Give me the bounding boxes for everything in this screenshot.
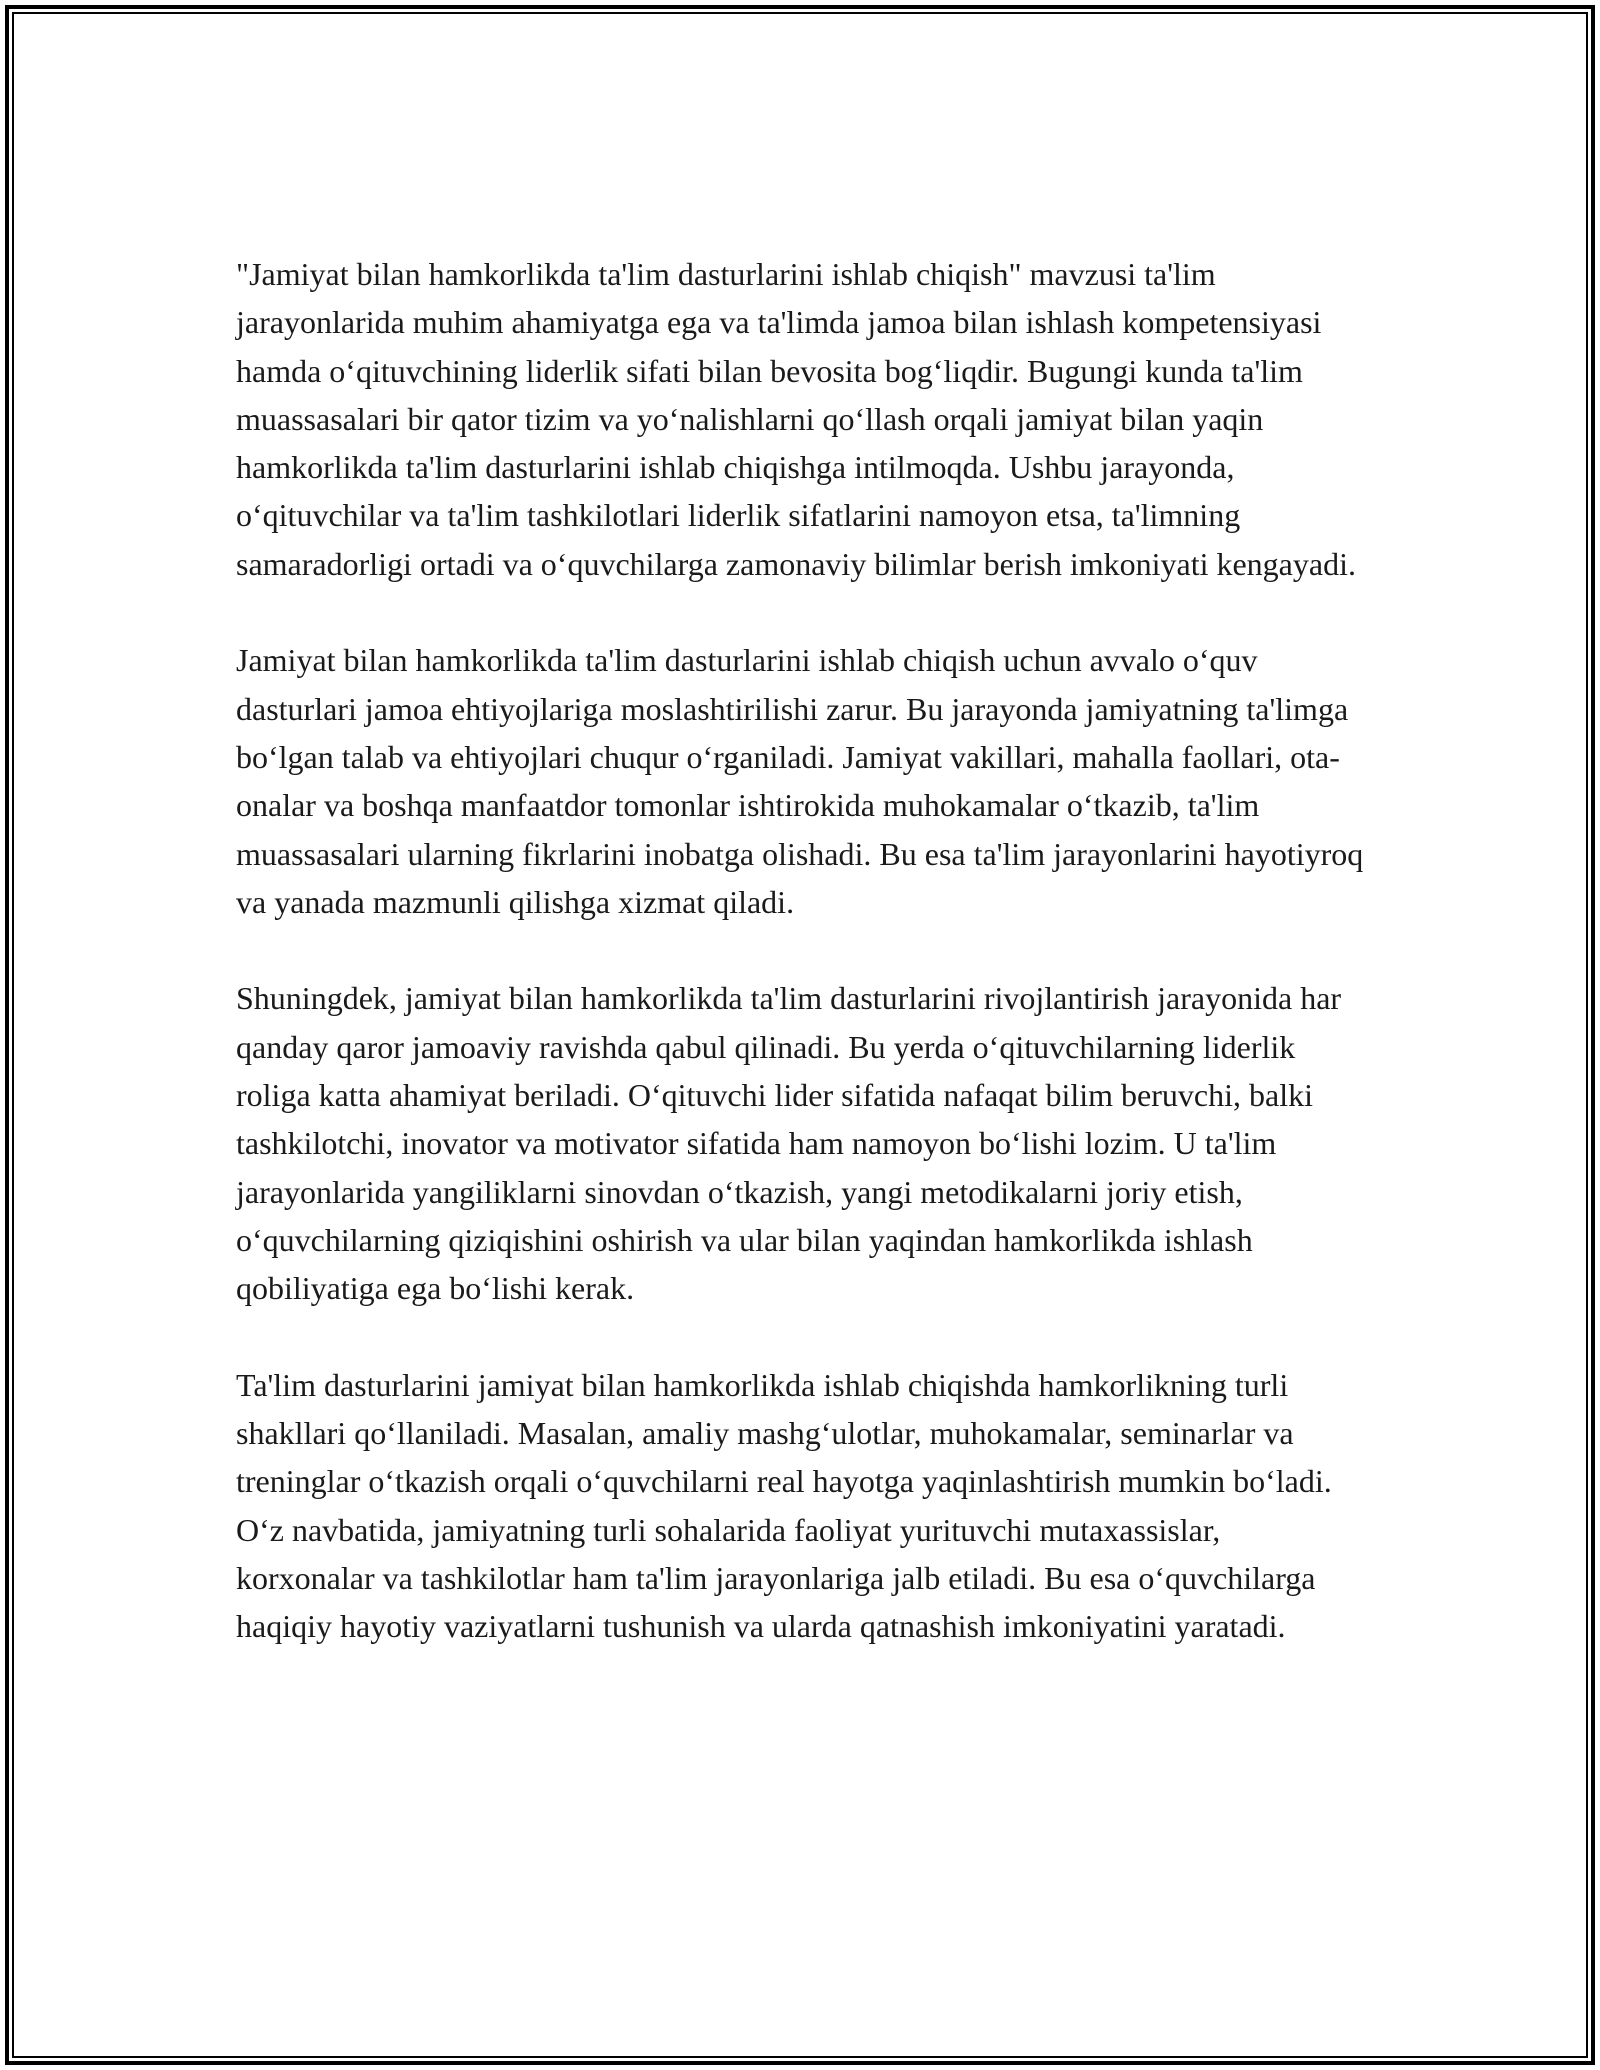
paragraph-4: Ta'lim dasturlarini jamiyat bilan hamkorlikda ishlab chiqishda hamkorlikning turli shakllari qo‘llaniladi. Masalan, amaliy mashg‘ulotlar, muhokamalar, seminarlar va treninglar o‘tkazish orqali o‘quvchilarni real hayotga yaqinlashtirish mumkin bo‘ladi. O‘z navbatida, jamiyatning turli sohalarida faoliyat yurituvchi mutaxassislar, korxonalar va tashkilotlar ham ta'lim jarayonlariga jalb etiladi. Bu esa o‘quvchilarga haqiqiy hayotiy vaziyatlarni tushunish va ularda qatnashish imkoniyatini yaratadi. (236, 1366, 1332, 1645)
document-body (236, 250, 1366, 1651)
paragraph-3: Shuningdek, jamiyat bilan hamkorlikda ta'lim dasturlarini rivojlantirish jarayonida har qanday qaror jamoaviy ravishda qabul qilinadi. Bu yerda o‘qituvchilarning liderlik roliga katta ahamiyat beriladi. O‘qituvchi lider sifatida nafaqat bilim beruvchi, balki tashkilotchi, inovator va motivator sifatida ham namoyon bo‘lishi lozim. U ta'lim jarayonlarida yangiliklarni sinovdan o‘tkazish, yangi metodikalarni joriy etish, o‘quvchilarning qiziqishini oshirish va ular bilan yaqindan hamkorlikda ishlash qobiliyatiga ega bo‘lishi kerak. (236, 980, 1342, 1307)
paragraph-1: "Jamiyat bilan hamkorlikda ta'lim dasturlarini ishlab chiqish" mavzusi ta'lim jarayonlarida muhim ahamiyatga ega va ta'limda jamoa bilan ishlash kompetensiyasi hamda o‘qituvchining liderlik sifati bilan bevosita bog‘liqdir. Bugungi kunda ta'lim muassasalari bir qator tizim va yo‘nalishlarni qo‘llash orqali jamiyat bilan yaqin hamkorlikda ta'lim dasturlarini ishlab chiqishga intilmoqda. Ushbu jarayonda, o‘qituvchilar va ta'lim tashkilotlari liderlik sifatlarini namoyon etsa, ta'limning samaradorligi ortadi va o‘quvchilarga zamonaviy bilimlar berish imkoniyati kengayadi. (236, 256, 1356, 582)
paragraph-2: Jamiyat bilan hamkorlikda ta'lim dasturlarini ishlab chiqish uchun avvalo o‘quv dasturlari jamoa ehtiyojlariga moslashtirilishi zarur. Bu jarayonda jamiyatning ta'limga bo‘lgan talab va ehtiyojlari chuqur o‘rganiladi. Jamiyat vakillari, mahalla faollari, ota-onalar va boshqa manfaatdor tomonlar ishtirokida muhokamalar o‘tkazib, ta'lim muassasalari ularning fikrlarini inobatga olishadi. Bu esa ta'lim jarayonlarini hayotiyroq va yanada mazmunli qilishga xizmat qiladi. (236, 642, 1364, 920)
